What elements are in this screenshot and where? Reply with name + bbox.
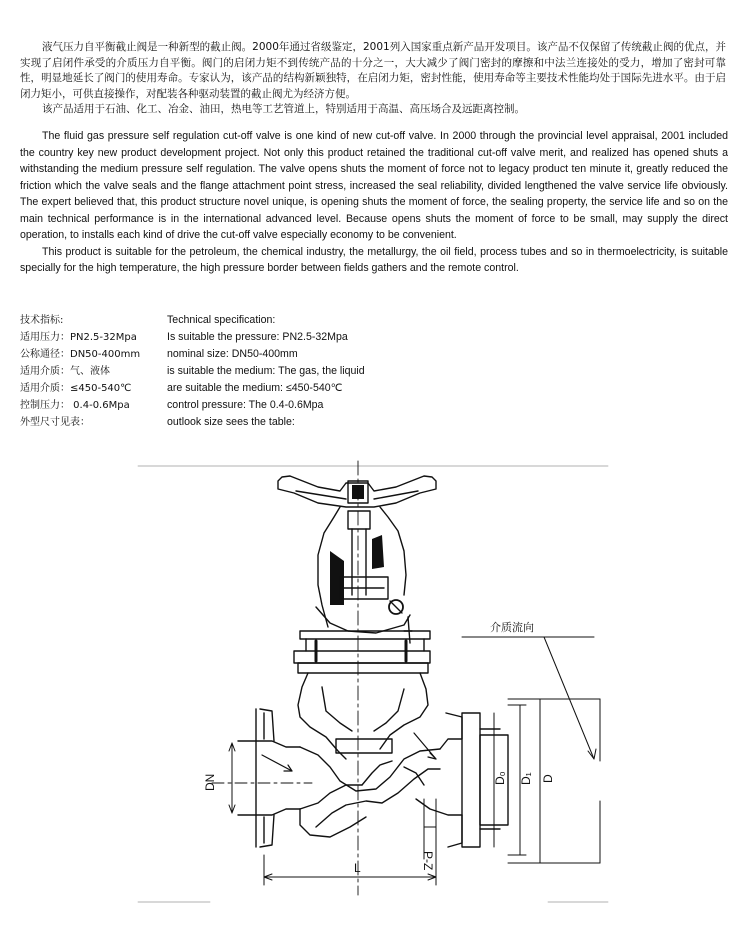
intro-english [20, 128, 728, 277]
spec-label-cn: 外型尺寸见表： [20, 417, 90, 428]
spec-label-cn: 控制压力： 0.4-0.6Mpa [20, 400, 130, 411]
dim-pz-label: P-Z [421, 851, 435, 871]
valve-yoke [316, 507, 412, 643]
valve-drawing [0, 455, 746, 927]
dimension-lines [229, 637, 600, 885]
spec-label-en: is suitable the medium: The gas, the liquid [167, 365, 365, 377]
spec-label-cn: 公称通径：DN50-400mm [20, 349, 141, 360]
spec-label-en: outlook size sees the table: [167, 416, 295, 428]
spec-row-pressure [20, 329, 440, 346]
spec-label-en: nominal size: DN50-400mm [167, 348, 298, 360]
intro-cn-paragraph-1: 液气压力自平衡截止阀是一种新型的截止阀。2000年通过省级鉴定，2001列入国家重点新产品开发项目。该产品不仅保留了传统截止阀的优点，并实现了启闭件承受的介质压力自平衡。阀门的启闭力矩不到传统产品的十分之一，大大减少了阀门密封的摩擦和中法兰连接处的受力，增加了密封可靠性，明显地延长了阀门的使用寿命。专家认为，该产品的结构新颖独特，在启闭力矩，密封性能，使用寿命等主要技术性能均处于国际先进水平。由于启闭力矩小，可供直接操作，对配装各种驱动装置的截止阀尤为经济方便。 [20, 41, 726, 100]
spec-row-control-pressure [20, 397, 440, 414]
spec-row-nominal-size [20, 346, 440, 363]
flow-direction-label: 介质流向 [490, 621, 534, 634]
spec-row-outlook-size [20, 414, 440, 431]
spec-row-medium [20, 363, 440, 380]
intro-chinese [20, 40, 726, 118]
spec-label-en: control pressure: The 0.4-0.6Mpa [167, 399, 324, 411]
spec-label-cn: 适用介质：≤450-540℃ [20, 383, 132, 394]
spec-label-cn: 技术指标: [20, 315, 64, 326]
spec-row-heading [20, 312, 440, 329]
dim-d-label: D [541, 774, 555, 783]
spec-label-en: Is suitable the pressure: PN2.5-32Mpa [167, 331, 348, 343]
technical-specification [20, 312, 440, 431]
dim-d0-label: D₀ [493, 771, 507, 785]
spec-label-en: Technical specification: [167, 314, 276, 326]
spec-label-en: are suitable the medium: ≤450-540℃ [167, 382, 343, 394]
spec-label-cn: 适用压力：PN2.5-32Mpa [20, 332, 137, 343]
dim-d1-label: D₁ [519, 772, 533, 785]
dim-dn-label: DN [203, 773, 217, 791]
dim-l-label: L [354, 861, 361, 875]
handwheel [278, 476, 436, 507]
spec-row-temperature [20, 380, 440, 397]
intro-cn-paragraph-2: 该产品适用于石油、化工、冶金、油田，热电等工艺管道上，特别适用于高温、高压场合及远距离控制。 [42, 103, 525, 115]
spec-label-cn: 适用介质：气、液体 [20, 366, 110, 377]
intro-en-paragraph-2: This product is suitable for the petroleum, the chemical industry, the metallurgy, the oil field, process tubes and so in thermoelectricity, is suitable specially for the high temperature, the high pressure border between fields gathers and the remote control. [20, 245, 728, 274]
valve-body [238, 673, 508, 847]
intro-en-paragraph-1: The fluid gas pressure self regulation cut-off valve is one kind of new cut-off valve. In 2000 through the provincial level appraisal, 2001 included the country key new product development project. Not only this product retained the traditional cut-off valve merit, and realized has opened shuts a withstanding the medium pressure self regulation. The valve opens shuts the moment of force not to legacy product ten minute it, greatly reduced the friction which the valve seals and the flange attachment point stress, increased the seal reliability, divided lengthened the valve service life obviously. The expert believed that, this product structure novel unique, is opening shuts the moment of force, the sealing property, the service life and so on the main technical performance is in the international advanced level. Because opens shuts the moment of force to be small, may supply the direct operation, to installs each kind of drive the cut-off valve especially economy to be convenient. [20, 130, 728, 241]
